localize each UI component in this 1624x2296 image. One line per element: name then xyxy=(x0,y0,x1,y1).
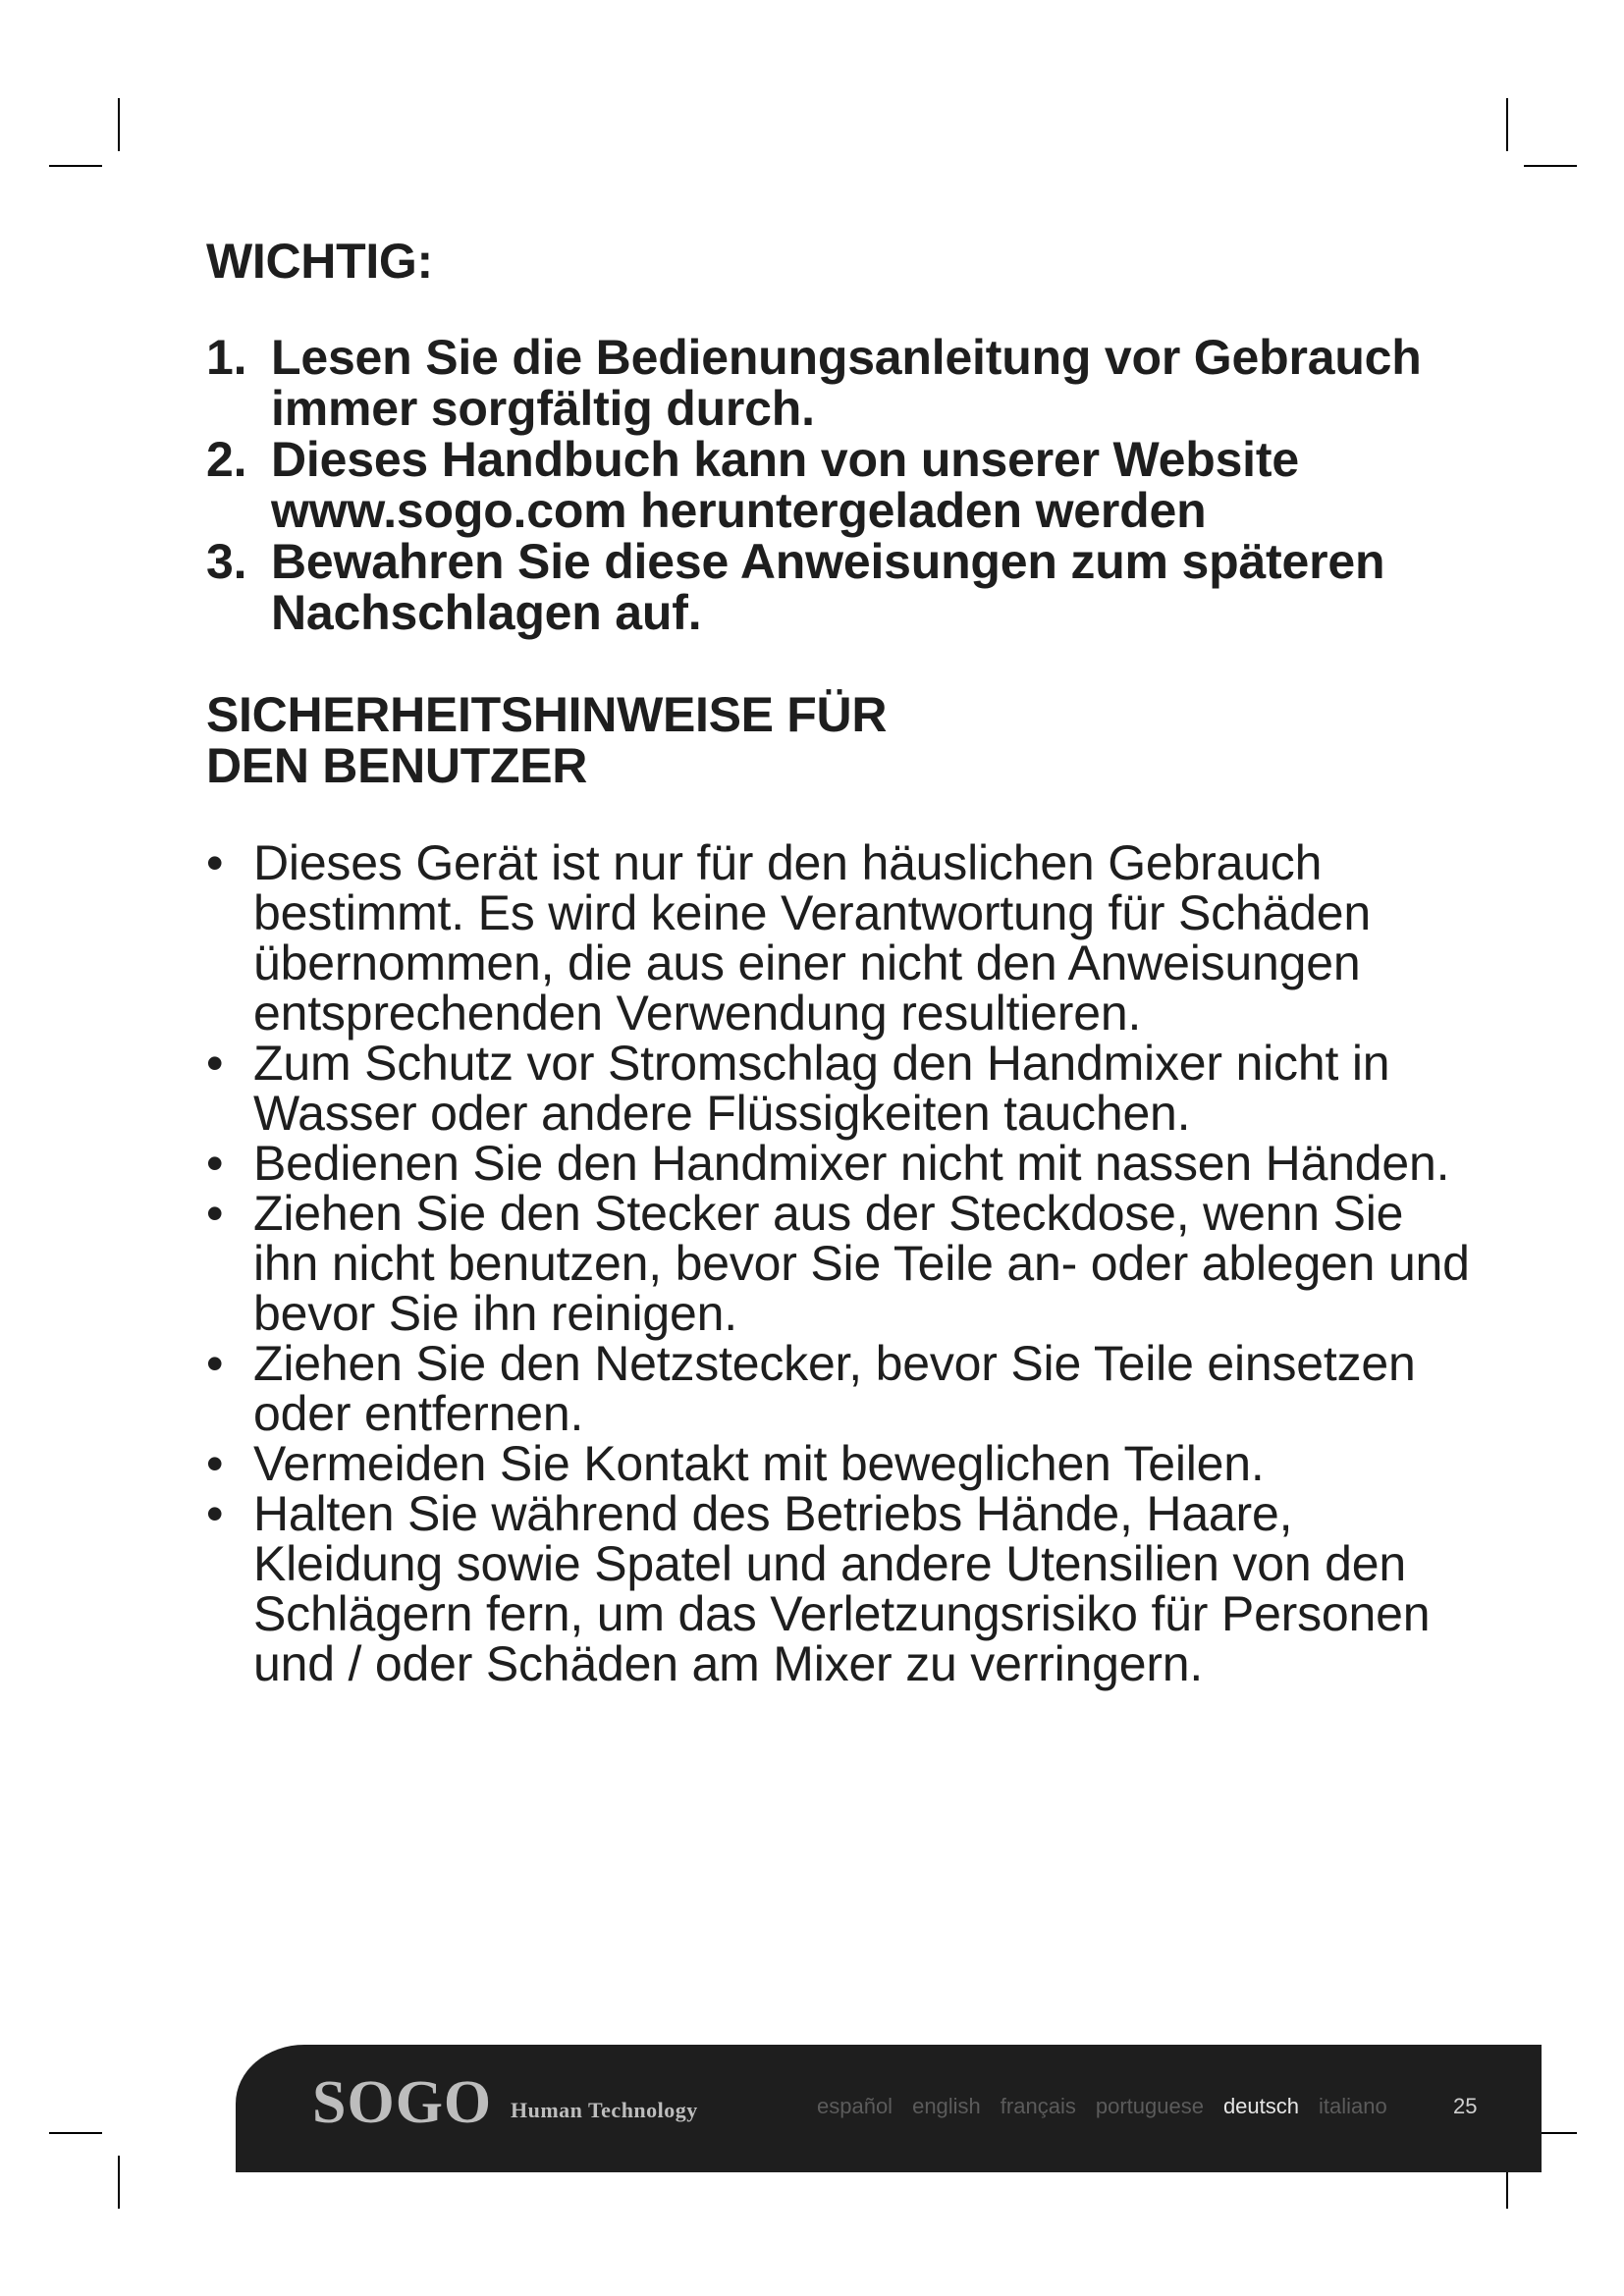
safety-item-text: Vermeiden Sie Kontakt mit beweglichen Teilen. xyxy=(253,1436,1265,1491)
bullet-icon: • xyxy=(206,1186,224,1241)
safety-item xyxy=(206,1336,1473,1441)
bullet-icon: • xyxy=(206,1336,224,1391)
crop-mark-bottom-left-v xyxy=(118,2156,120,2209)
important-list xyxy=(206,332,1473,638)
safety-item xyxy=(206,1436,1473,1491)
language-francais: français xyxy=(1000,2094,1076,2118)
important-item-number: 3. xyxy=(206,534,247,589)
crop-mark-top-right-v xyxy=(1506,98,1508,151)
safety-item xyxy=(206,1136,1473,1191)
bullet-icon: • xyxy=(206,1136,224,1191)
safety-item-text: Halten Sie während des Betriebs Hände, Haare, Kleidung sowie Spatel und andere Utensilien von den Schlägern fern, um das Verletzungsrisiko für Personen und / oder Schäden am Mixer zu verringern. xyxy=(253,1486,1431,1691)
important-item xyxy=(206,332,1473,434)
important-item-number: 1. xyxy=(206,330,247,385)
bullet-icon: • xyxy=(206,1486,224,1541)
bullet-icon: • xyxy=(206,1436,224,1491)
important-item xyxy=(206,434,1473,536)
crop-mark-bottom-left-h xyxy=(49,2132,102,2134)
language-deutsch: deutsch xyxy=(1222,2094,1299,2118)
safety-item xyxy=(206,835,1473,1041)
safety-item xyxy=(206,1036,1473,1141)
safety-item-text: Zum Schutz vor Stromschlag den Handmixer nicht in Wasser oder andere Flüssigkeiten tauchen. xyxy=(253,1036,1390,1141)
page-content xyxy=(206,236,1473,1689)
safety-item-text: Ziehen Sie den Netzstecker, bevor Sie Teile einsetzen oder entfernen. xyxy=(253,1336,1416,1441)
crop-mark-top-left-v xyxy=(118,98,120,151)
safety-heading xyxy=(206,689,1473,791)
safety-item-text: Ziehen Sie den Stecker aus der Steckdose, wenn Sie ihn nicht benutzen, bevor Sie Teile an- oder ablegen und bevor Sie ihn reinigen. xyxy=(253,1186,1470,1341)
language-italiano: italiano xyxy=(1319,2094,1387,2118)
safety-heading-line1: SICHERHEITSHINWEISE FÜR xyxy=(206,687,888,742)
sogo-logo: SOGO xyxy=(312,2069,493,2136)
crop-mark-top-left-h xyxy=(49,165,102,167)
language-english: english xyxy=(912,2094,981,2118)
important-item-text: Lesen Sie die Bedienungsanleitung vor Gebrauch immer sorgfältig durch. xyxy=(271,330,1422,436)
footer-bar xyxy=(236,2045,1542,2172)
bullet-icon: • xyxy=(206,1036,224,1091)
important-item xyxy=(206,536,1473,638)
crop-mark-top-right-h xyxy=(1524,165,1577,167)
language-espanol: español xyxy=(817,2094,893,2118)
safety-item-text: Dieses Gerät ist nur für den häuslichen Gebrauch bestimmt. Es wird keine Verantwortung für Schäden übernommen, die aus einer nicht den Anweisungen entsprechenden Verwendung resultieren. xyxy=(253,835,1371,1041)
page-number: 25 xyxy=(1453,2094,1478,2118)
important-item-text: Bewahren Sie diese Anweisungen zum späteren Nachschlagen auf. xyxy=(271,534,1385,640)
bullet-icon: • xyxy=(206,835,224,890)
safety-item xyxy=(206,1186,1473,1341)
logo-tagline: Human Technology xyxy=(511,2098,698,2122)
safety-item xyxy=(206,1486,1473,1691)
language-list xyxy=(817,2094,1387,2119)
important-item-text: Dieses Handbuch kann von unserer Website www.sogo.com heruntergeladen werden xyxy=(271,432,1299,538)
language-portuguese: portuguese xyxy=(1095,2094,1204,2118)
safety-list xyxy=(206,835,1473,1691)
safety-item-text: Bedienen Sie den Handmixer nicht mit nassen Händen. xyxy=(253,1136,1450,1191)
safety-heading-line2: DEN BENUTZER xyxy=(206,738,588,793)
important-item-number: 2. xyxy=(206,432,247,487)
important-heading: WICHTIG: xyxy=(206,234,433,289)
